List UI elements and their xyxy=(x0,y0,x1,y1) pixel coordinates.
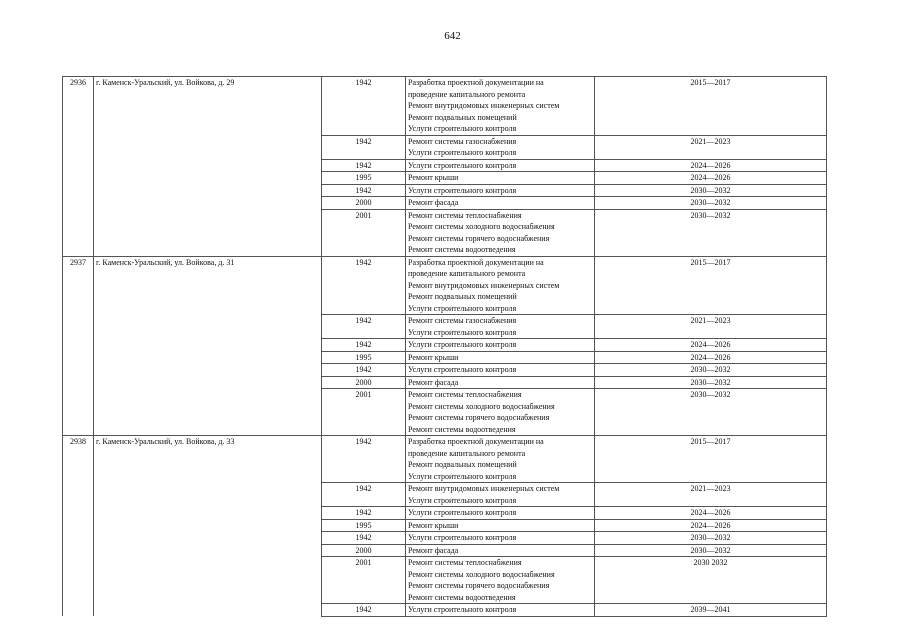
commissioning-year: 1942 xyxy=(322,436,406,483)
work-item: Ремонт системы холодного водоснабжения xyxy=(408,569,555,579)
table-row xyxy=(63,77,827,136)
commissioning-year: 1942 xyxy=(322,315,406,339)
work-item: Ремонт системы водоотведения xyxy=(408,592,516,602)
work-item: Услуги строительного контроля xyxy=(408,148,517,157)
work-item: Ремонт системы горячего водоснабжения xyxy=(408,233,550,243)
commissioning-year: 2000 xyxy=(322,197,406,210)
work-item: Услуги строительного контроля xyxy=(408,327,517,337)
work-item: Ремонт фасада xyxy=(408,198,459,207)
work-item: Ремонт системы холодного водоснабжения xyxy=(408,401,555,411)
work-item: проведение капитального ремонта xyxy=(408,448,526,458)
commissioning-year: 1942 xyxy=(322,184,406,197)
planned-period: 2024—2026 xyxy=(595,159,827,172)
work-item: Ремонт системы газоснабжения xyxy=(408,316,517,325)
work-item: Ремонт крыши xyxy=(408,173,459,182)
work-item: Ремонт системы теплоснабжения xyxy=(408,558,522,567)
work-item: проведение капитального ремонта xyxy=(408,89,526,99)
work-item: Ремонт крыши xyxy=(408,520,459,530)
commissioning-year: 1942 xyxy=(322,339,406,352)
work-types xyxy=(406,436,595,483)
planned-period: 2030—2032 xyxy=(595,184,827,197)
building-number: 2937 xyxy=(63,256,94,436)
work-item: Ремонт подвальных помещений xyxy=(408,460,517,469)
commissioning-year: 1942 xyxy=(322,532,406,545)
building-address: г. Каменск-Уральский, ул. Войкова, д. 33 xyxy=(94,436,322,617)
work-item: Ремонт внутридомовых инженерных систем xyxy=(408,101,560,110)
planned-period: 2030—2032 xyxy=(595,532,827,545)
work-item: Ремонт фасада xyxy=(408,545,459,555)
commissioning-year: 1942 xyxy=(322,77,406,136)
planned-period: 2015—2017 xyxy=(595,77,827,136)
work-types xyxy=(406,364,595,377)
work-item: Ремонт системы холодного водоснабжения xyxy=(408,222,555,231)
building-address: г. Каменск-Уральский, ул. Войкова, д. 31 xyxy=(94,256,322,436)
work-item: проведение капитального ремонта xyxy=(408,269,526,278)
commissioning-year: 1942 xyxy=(322,604,406,617)
planned-period: 2030—2032 xyxy=(595,364,827,377)
work-types xyxy=(406,256,595,315)
work-item: Услуги строительного контроля xyxy=(408,533,517,542)
planned-period: 2024—2026 xyxy=(595,351,827,364)
commissioning-year: 1942 xyxy=(322,256,406,315)
work-item: Разработка проектной документации на xyxy=(408,78,544,87)
work-item: Ремонт внутридомовых инженерных систем xyxy=(408,280,560,290)
work-item: Ремонт системы газоснабжения xyxy=(408,136,517,146)
planned-period: 2030—2032 xyxy=(595,197,827,210)
planned-period: 2039—2041 xyxy=(595,604,827,617)
work-types xyxy=(406,532,595,545)
planned-period: 2021—2023 xyxy=(595,135,827,159)
work-item: Ремонт крыши xyxy=(408,352,459,362)
commissioning-year: 1942 xyxy=(322,135,406,159)
work-types xyxy=(406,507,595,520)
work-item: Разработка проектной документации на xyxy=(408,257,544,267)
planned-period: 2021—2023 xyxy=(595,315,827,339)
commissioning-year: 1942 xyxy=(322,364,406,377)
work-types xyxy=(406,389,595,436)
work-item: Услуги строительного контроля xyxy=(408,471,517,481)
commissioning-year: 2001 xyxy=(322,389,406,436)
work-types xyxy=(406,339,595,352)
commissioning-year: 2000 xyxy=(322,544,406,557)
planned-period: 2030 2032 xyxy=(595,557,827,604)
work-types xyxy=(406,159,595,172)
work-types xyxy=(406,315,595,339)
work-types xyxy=(406,172,595,185)
work-item: Ремонт внутридомовых инженерных систем xyxy=(408,484,560,493)
planned-period: 2030—2032 xyxy=(595,389,827,436)
table-row xyxy=(63,436,827,483)
planned-period: 2015—2017 xyxy=(595,256,827,315)
commissioning-year: 2000 xyxy=(322,376,406,389)
work-types xyxy=(406,519,595,532)
work-item: Услуги строительного контроля xyxy=(408,340,517,349)
commissioning-year: 1942 xyxy=(322,507,406,520)
schedule-body xyxy=(63,77,827,617)
work-types xyxy=(406,77,595,136)
work-item: Ремонт фасада xyxy=(408,377,459,387)
page-number: 642 xyxy=(444,30,461,42)
work-item: Ремонт системы теплоснабжения xyxy=(408,210,522,220)
planned-period: 2030—2032 xyxy=(595,544,827,557)
work-types xyxy=(406,483,595,507)
planned-period: 2015—2017 xyxy=(595,436,827,483)
work-item: Ремонт подвальных помещений xyxy=(408,292,517,301)
planned-period: 2030—2032 xyxy=(595,376,827,389)
commissioning-year: 1995 xyxy=(322,172,406,185)
work-item: Ремонт системы горячего водоснабжения xyxy=(408,413,550,422)
commissioning-year: 2001 xyxy=(322,209,406,256)
work-types xyxy=(406,209,595,256)
building-number: 2936 xyxy=(63,77,94,257)
work-item: Услуги строительного контроля xyxy=(408,605,517,614)
building-number: 2938 xyxy=(63,436,94,617)
work-item: Разработка проектной документации на xyxy=(408,437,544,446)
work-types xyxy=(406,604,595,617)
commissioning-year: 1995 xyxy=(322,519,406,532)
work-types xyxy=(406,135,595,159)
work-types xyxy=(406,376,595,389)
work-types xyxy=(406,544,595,557)
building-address: г. Каменск-Уральский, ул. Войкова, д. 29 xyxy=(94,77,322,257)
planned-period: 2024—2026 xyxy=(595,339,827,352)
work-item: Услуги строительного контроля xyxy=(408,495,517,505)
planned-period: 2024—2026 xyxy=(595,507,827,520)
work-types xyxy=(406,184,595,197)
work-item: Ремонт системы водоотведения xyxy=(408,245,516,254)
work-item: Ремонт подвальных помещений xyxy=(408,112,517,122)
commissioning-year: 1942 xyxy=(322,159,406,172)
commissioning-year: 2001 xyxy=(322,557,406,604)
work-types xyxy=(406,557,595,604)
work-item: Услуги строительного контроля xyxy=(408,160,517,170)
planned-period: 2030—2032 xyxy=(595,209,827,256)
work-item: Услуги строительного контроля xyxy=(408,185,517,195)
work-item: Услуги строительного контроля xyxy=(408,365,517,374)
planned-period: 2024—2026 xyxy=(595,172,827,185)
work-types xyxy=(406,197,595,210)
planned-period: 2024—2026 xyxy=(595,519,827,532)
work-item: Услуги строительного контроля xyxy=(408,303,517,313)
commissioning-year: 1942 xyxy=(322,483,406,507)
work-item: Ремонт системы теплоснабжения xyxy=(408,390,522,399)
commissioning-year: 1995 xyxy=(322,351,406,364)
work-item: Услуги строительного контроля xyxy=(408,124,517,133)
table-row xyxy=(63,256,827,315)
work-item: Ремонт системы водоотведения xyxy=(408,424,516,434)
work-item: Ремонт системы горячего водоснабжения xyxy=(408,581,550,590)
work-types xyxy=(406,351,595,364)
planned-period: 2021—2023 xyxy=(595,483,827,507)
capital-repair-schedule-table xyxy=(62,76,827,617)
work-item: Услуги строительного контроля xyxy=(408,508,517,517)
